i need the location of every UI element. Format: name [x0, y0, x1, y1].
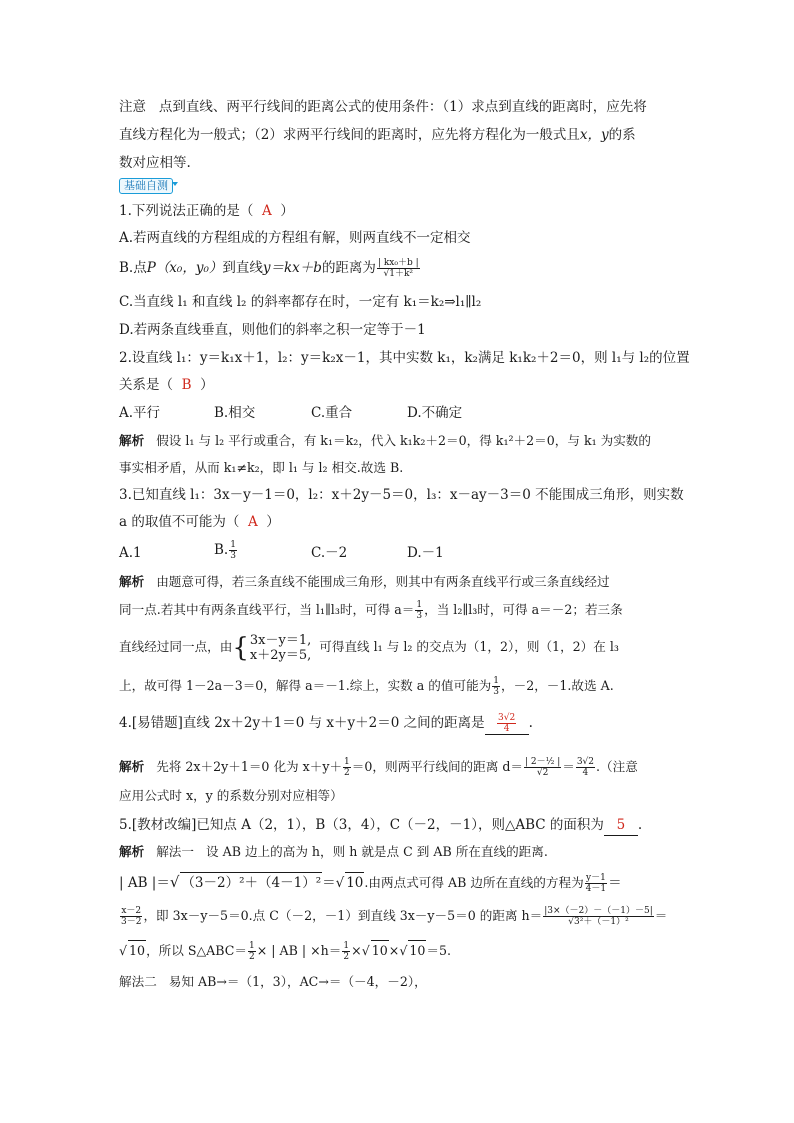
- q4-answer-blank: [485, 713, 529, 735]
- q5-sol2-tail: ＝: [608, 875, 622, 891]
- q2-option-a: A.平行: [119, 405, 161, 421]
- q5-solution-label: 解析: [119, 844, 145, 859]
- q4-sol1-eq: ＝: [562, 759, 575, 774]
- note-text-2-tail: 的系: [608, 127, 636, 143]
- q5-sol4-s1: 10: [371, 940, 389, 961]
- q5-solution-3: [119, 906, 667, 927]
- q3-option-c: C.－2: [311, 545, 348, 561]
- q2-stem-2: [119, 375, 214, 395]
- q3-solution-2: [119, 600, 623, 621]
- q5-sol4-f2-den: 2: [343, 952, 350, 962]
- q5-sol3-f-num: x－2: [121, 906, 142, 916]
- q4-stem: [119, 713, 533, 735]
- q5-sol4-frac1: [248, 941, 256, 962]
- q5-sol2-post: .由两点式可得 AB 边所在直线的方程为: [364, 875, 584, 890]
- q3-optb-fraction: [229, 540, 237, 561]
- q1-stem: [119, 201, 294, 221]
- q1-optb-pre: B.点: [119, 260, 147, 276]
- q4-sol1-frac1: [343, 757, 351, 778]
- q3-sol4-pre: 上，故可得 1－2a－3＝0，解得 a＝－1.综上，实数 a 的值可能为: [119, 678, 492, 693]
- q5-end: .: [637, 817, 643, 833]
- q1-option-b: [119, 258, 421, 279]
- q3-close: ）: [266, 514, 280, 530]
- q2-option-c: C.重合: [311, 405, 353, 421]
- q1-optb-line: y＝kx＋b: [262, 260, 322, 276]
- q5-sol4-mid: ，所以 S△ABC＝: [146, 943, 247, 958]
- q1-option-c: C.当直线 l₁ 和直线 l₂ 的斜率都存在时，一定有 k₁＝k₂⇒l₁∥l₂: [119, 294, 482, 310]
- q4-f3-den: 4: [582, 768, 589, 778]
- q4-f2-num: | 2－½ |: [524, 757, 561, 767]
- q2-solution-2: 事实相矛盾，从而 k₁≠k₂，即 l₁ 与 l₂ 相交.故选 B.: [119, 460, 404, 475]
- q3-optb-pre: B.: [214, 542, 229, 558]
- q3-sol3-pre: 直线经过同一点，由: [119, 639, 233, 654]
- q3-option-d: D.－1: [407, 545, 444, 561]
- q3-sol4-fraction: [492, 676, 500, 697]
- q3-sol4-num: 1: [493, 676, 499, 686]
- q5-sol4-f1-den: 2: [248, 952, 255, 962]
- q5-method2-label: 解法二: [119, 974, 157, 989]
- q4-sol1-post: .（注意: [596, 759, 638, 774]
- q1-option-a: A.若两直线的方程组成的方程组有解，则两直线不一定相交: [119, 230, 471, 246]
- q4-stem-text: 4.[易错题]直线 2x＋2y＋1＝0 与 x＋y＋2＝0 之间的距离是: [119, 715, 485, 731]
- section-tag: 基础自测: [119, 178, 173, 194]
- q5-sol4-s2: 10: [408, 940, 426, 961]
- q3-solution-text-1: 由题意可得，若三条直线不能围成三角形，则其中有两条直线平行或三条直线经过: [156, 574, 610, 589]
- note-line-2: [119, 125, 636, 145]
- q1-optb-frac-num: | kx₀＋b |: [377, 258, 419, 268]
- q5-sol2-fraction: [585, 873, 607, 894]
- q3-solution-4: [119, 676, 614, 697]
- q5-sol4-mid3: ×: [351, 943, 362, 958]
- q5-sol3-f-den: 3－2: [121, 917, 142, 927]
- q5-sol4-frac2: [342, 941, 350, 962]
- q3-sol2-den: 3: [416, 611, 423, 621]
- q2-answer: B: [181, 377, 192, 393]
- q3-answer: A: [247, 514, 258, 530]
- q3-stem-1: 3.已知直线 l₁：3x－y－1＝0，l₂：x＋2y－5＝0，l₃：x－ay－3＝0 不能围成三角形，则实数: [119, 487, 684, 503]
- q4-f2-den: √2: [536, 768, 549, 778]
- q3-option-b: [214, 540, 238, 561]
- q5-method2-text: 易知 AB→＝（1，3），AC→＝（－4，－2），: [168, 974, 427, 989]
- q3-stem-2: [119, 512, 280, 532]
- q5-solution-2: [119, 872, 622, 894]
- equation-2: x＋2y＝5,: [249, 647, 312, 663]
- q2-option-d: D.不确定: [407, 405, 463, 421]
- q4-solution-1: [119, 757, 638, 778]
- q3-solution-1: [119, 572, 610, 592]
- radical-icon: √: [399, 943, 408, 958]
- q3-sol3-post: 可得直线 l₁ 与 l₂ 的交点为（1，2），则（1，2）在 l₃: [319, 639, 619, 654]
- q4-sol1-mid: ＝0，则两平行线间的距离 d＝: [351, 759, 523, 774]
- q4-answer-den: 4: [503, 724, 510, 734]
- q5-sol3-f2-den: √3²＋（－1）²: [568, 917, 629, 927]
- q1-optb-point: P（x₀，y₀）: [146, 260, 223, 276]
- note-text-1: 点到直线、两平行线间的距离公式的使用条件：（1）求点到直线的距离时，应先将: [158, 99, 647, 115]
- q5-sol2-eq: ＝: [322, 875, 336, 891]
- q5-sol4-mid2: × | AB | ×h＝: [256, 943, 342, 958]
- q1-close: ）: [280, 203, 294, 219]
- q4-end: .: [528, 715, 533, 731]
- q3-optb-den: 3: [230, 551, 236, 561]
- q1-optb-post: 的距离为: [321, 260, 376, 276]
- q4-f1-den: 2: [344, 768, 350, 778]
- q3-sol2-num: 1: [416, 600, 423, 610]
- q1-optb-frac-den: √1＋k²: [383, 269, 414, 279]
- q5-sol3-fraction: [120, 906, 142, 927]
- q5-stem: [119, 815, 642, 836]
- q4-answer-num: 3√2: [498, 713, 516, 723]
- note-vars: x，y: [579, 127, 609, 143]
- q3-optb-num: 1: [230, 540, 236, 550]
- q3-solution-3: [119, 632, 619, 663]
- q3-sol2-pre: 同一点.若其中有两条直线平行，当 l₁∥l₃时，可得 a＝: [119, 602, 415, 617]
- radical-icon: √: [335, 875, 345, 891]
- q4-solution-label: 解析: [119, 759, 145, 774]
- q5-method2: [119, 972, 427, 992]
- system-brace-icon: {: [232, 632, 249, 663]
- q1-optb-mid: 到直线: [222, 260, 263, 276]
- q2-option-b: B.相交: [214, 405, 256, 421]
- q5-sol3-mid: ，即 3x－y－5＝0.点 C（－2，－1）到直线 3x－y－5＝0 的距离 h＝: [143, 908, 543, 923]
- q3-sol2-fraction: [415, 600, 423, 621]
- q5-answer-blank: [604, 815, 638, 836]
- q5-method1-label: 解法一: [156, 844, 194, 859]
- tag-arrow-icon: [172, 182, 178, 186]
- q2-solution-label: 解析: [119, 433, 145, 448]
- q1-optb-fraction: [377, 258, 420, 279]
- q5-sol4-end: ＝5.: [426, 943, 451, 958]
- note-text-3: 数对应相等.: [119, 155, 191, 171]
- note-line-3: [119, 153, 191, 173]
- q5-stem-text: 5.[教材改编]已知点 A（2，1），B（3，4），C（－2，－1），则△ABC 的面积为: [119, 817, 604, 833]
- q4-sol1-frac2: [524, 757, 561, 778]
- q3-sol2-post: ，当 l₂∥l₃时，可得 a＝－2；若三条: [424, 602, 623, 617]
- q5-sol2-f-num: y－1: [585, 873, 606, 883]
- q3-sol4-post: ，－2，－1.故选 A.: [501, 678, 614, 693]
- equation-system: [250, 633, 311, 663]
- q4-answer-fraction: [497, 713, 516, 734]
- q5-solution-4: [119, 940, 451, 962]
- q2-stem-2-text: 关系是（: [119, 377, 173, 393]
- q2-solution-1: [119, 431, 651, 451]
- note-text-2: 直线方程化为一般式；（2）求两平行线间的距离时，应先将方程化为一般式且: [119, 127, 580, 143]
- q3-stem-2-text: a 的取值不可能为（: [119, 514, 240, 530]
- q5-sol3-fraction-2: [543, 906, 654, 927]
- q5-sol3-tail: ＝: [654, 908, 668, 923]
- q1-answer: A: [261, 203, 272, 219]
- q2-stem-1: 2.设直线 l₁：y＝k₁x＋1，l₂：y＝k₂x－1，其中实数 k₁，k₂满足 k₁k₂＋2＝0，则 l₁与 l₂的位置: [119, 350, 690, 366]
- q5-solution-1: [119, 842, 548, 862]
- note-line-1: [119, 97, 647, 117]
- q5-sol2-sqrt: （3－2）²＋（4－1）²: [180, 872, 322, 893]
- equation-1: 3x－y＝1,: [249, 632, 312, 648]
- q3-solution-label: 解析: [119, 574, 145, 589]
- q5-sol4-times: ×: [388, 943, 400, 958]
- q1-option-d: D.若两条直线垂直，则他们的斜率之积一定等于－1: [119, 322, 426, 338]
- q4-f1-num: 1: [344, 757, 350, 767]
- radical-icon: √: [169, 873, 180, 891]
- q1-stem-text: 1.下列说法正确的是（: [119, 203, 254, 219]
- q4-sol1-pre: 先将 2x＋2y＋1＝0 化为 x＋y＋: [156, 759, 343, 774]
- q3-sol4-den: 3: [493, 687, 499, 697]
- radical-icon: √: [119, 943, 128, 958]
- radical-icon: √: [361, 943, 370, 958]
- q5-sol4-sqrt: 10: [128, 940, 146, 961]
- q2-close: ）: [200, 377, 214, 393]
- q5-sol2-f-den: 4－1: [585, 884, 607, 894]
- q5-sol1-text: 设 AB 边上的高为 h，则 h 就是点 C 到 AB 所在直线的距离.: [206, 844, 548, 859]
- note-label: 注意: [119, 99, 146, 115]
- q5-sol2-sqrt10: 10: [345, 872, 364, 893]
- q3-option-a: A.1: [119, 545, 142, 561]
- q5-sol4-f2-num: 1: [343, 941, 350, 951]
- q4-f3-num: 3√2: [576, 757, 595, 767]
- q5-sol4-f1-num: 1: [248, 941, 255, 951]
- q4-solution-2: 应用公式时 x，y 的系数分别对应相等）: [119, 788, 343, 803]
- q5-sol2-pre: | AB |＝: [119, 875, 170, 891]
- q4-sol1-frac3: [576, 757, 595, 778]
- q2-solution-text-1: 假设 l₁ 与 l₂ 平行或重合，有 k₁＝k₂，代入 k₁k₂＋2＝0，得 k₁²＋2＝0，与 k₁ 为实数的: [156, 433, 651, 448]
- q5-sol3-f2-num: |3×（－2）－（－1）－5|: [544, 906, 653, 916]
- q5-answer: 5: [616, 817, 626, 833]
